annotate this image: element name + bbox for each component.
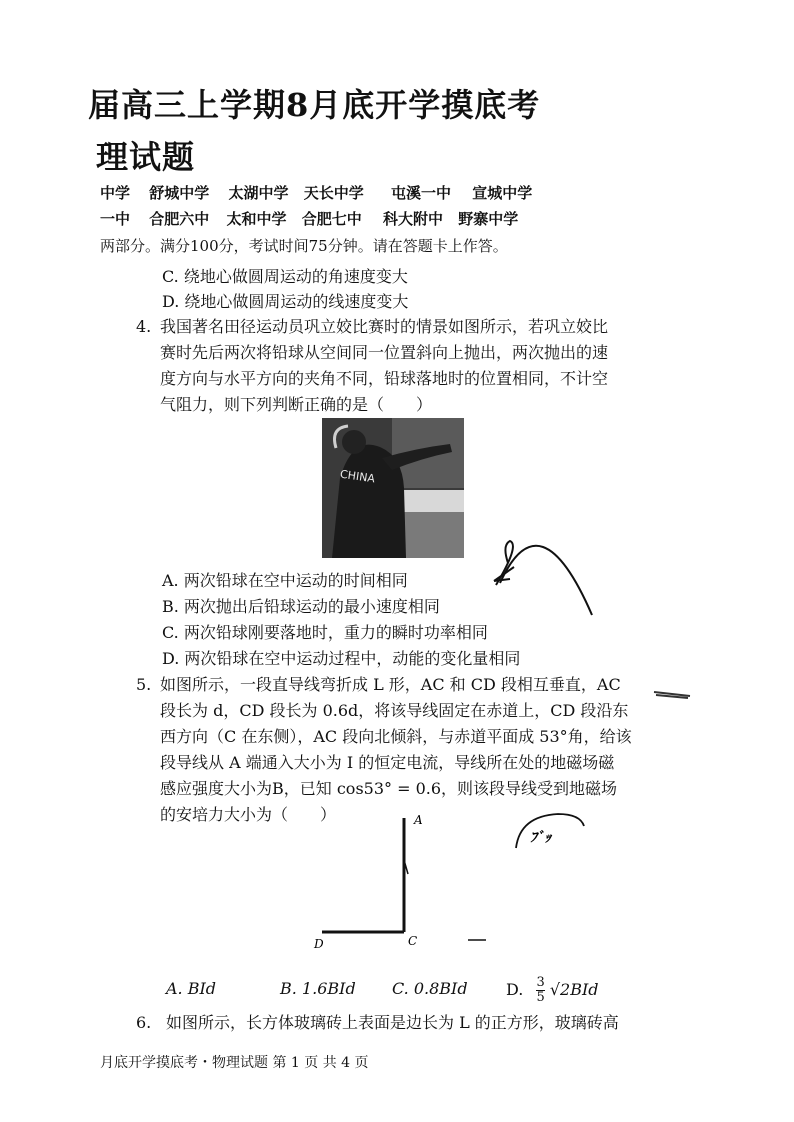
- page-footer: 月底开学摸底考・物理试题 第 1 页 共 4 页: [100, 1055, 369, 1071]
- trajectory-sketch: [480, 505, 600, 625]
- q5-line: 西方向（C 在东侧），AC 段向北倾斜，与赤道平面成 53°角，给该: [160, 727, 632, 746]
- handwritten-note: [510, 808, 590, 858]
- q5-option-d: [506, 976, 599, 1005]
- q4-line: 赛时先后两次将铅球从空间同一位置斜向上抛出，两次抛出的速: [160, 343, 609, 362]
- q6-number: 6.: [136, 1013, 152, 1032]
- q5-line: 段导线从 A 端通入大小为 I 的恒定电流，导线所在处的地磁场磁: [160, 753, 615, 772]
- school-name: 合肥七中: [301, 210, 362, 228]
- school-name: 太湖中学: [228, 184, 289, 202]
- fraction: [536, 976, 544, 1005]
- school-name: 中学: [100, 184, 131, 202]
- athlete-photo-art: [322, 418, 464, 558]
- label-c: C: [408, 934, 418, 948]
- q4-line: 度方向与水平方向的夹角不同，铅球落地时的位置相同，不计空: [160, 369, 609, 388]
- label-d: D: [314, 937, 324, 950]
- label-a: A: [414, 813, 423, 827]
- school-name: 野寨中学: [458, 210, 519, 228]
- q5-option-a: A. BId: [166, 979, 217, 998]
- school-name: 宣城中学: [472, 184, 533, 202]
- q3-option-c: C. 绕地心做圆周运动的角速度变大: [162, 267, 408, 286]
- school-name: 天长中学: [303, 184, 364, 202]
- q5-line: 的安培力大小为（ ）: [160, 805, 337, 824]
- q5-number: 5.: [136, 675, 152, 694]
- q3-option-d: D. 绕地心做圆周运动的线速度变大: [162, 292, 409, 311]
- exam-title-line1: 届高三上学期8月底开学摸底考: [88, 86, 541, 124]
- fraction-numerator: 3: [536, 975, 545, 990]
- fraction-denominator: 5: [536, 990, 545, 1005]
- school-name: 屯溪一中: [391, 184, 452, 202]
- l-wire-diagram: [300, 810, 500, 950]
- q4-line: 我国著名田径运动员巩立姣比赛时的情景如图所示，若巩立姣比: [160, 317, 609, 336]
- photo-jersey-text: CHINA: [339, 467, 376, 486]
- q5-option-b: B. 1.6BId: [280, 979, 356, 998]
- q4-line: 气阻力，则下列判断正确的是（ ）: [160, 395, 433, 414]
- q5-option-c: C. 0.8BId: [392, 979, 468, 998]
- scan-mark: [652, 686, 692, 702]
- school-name: 合肥六中: [149, 210, 210, 228]
- q5-line: 段长为 d，CD 段长为 0.6d，将该导线固定在赤道上，CD 段沿东: [160, 701, 629, 720]
- exam-instructions: 两部分。满分100分，考试时间75分钟。请在答题卡上作答。: [100, 237, 508, 255]
- q4-option-d: D. 两次铅球在空中运动过程中，动能的变化量相同: [162, 649, 521, 668]
- q4-option-a: A. 两次铅球在空中运动的时间相同: [162, 571, 408, 590]
- school-name: 科大附中: [383, 210, 444, 228]
- school-row-1: [100, 182, 532, 203]
- school-name: 舒城中学: [149, 184, 210, 202]
- q6-text: 如图所示，长方体玻璃砖上表面是边长为 L 的正方形，玻璃砖高: [166, 1013, 619, 1032]
- q4-option-c: C. 两次铅球刚要落地时，重力的瞬时功率相同: [162, 623, 488, 642]
- q4-number: 4.: [136, 317, 152, 336]
- q5-option-d-prefix: D.: [506, 980, 524, 999]
- athlete-photo: [322, 418, 464, 558]
- school-row-2: [100, 208, 518, 229]
- q5-option-d-rest: √2BId: [549, 980, 599, 999]
- school-name: 一中: [100, 210, 131, 228]
- handwritten-text: ﾌﾞｯ: [530, 830, 551, 846]
- exam-title-line2: 理试题: [96, 138, 196, 176]
- q5-line: 感应强度大小为B，已知 cos53° = 0.6，则该段导线受到地磁场: [160, 779, 618, 798]
- q4-option-b: B. 两次抛出后铅球运动的最小速度相同: [162, 597, 440, 616]
- q5-line: 如图所示，一段直导线弯折成 L 形，AC 和 CD 段相互垂直，AC: [160, 675, 621, 694]
- school-name: 太和中学: [226, 210, 287, 228]
